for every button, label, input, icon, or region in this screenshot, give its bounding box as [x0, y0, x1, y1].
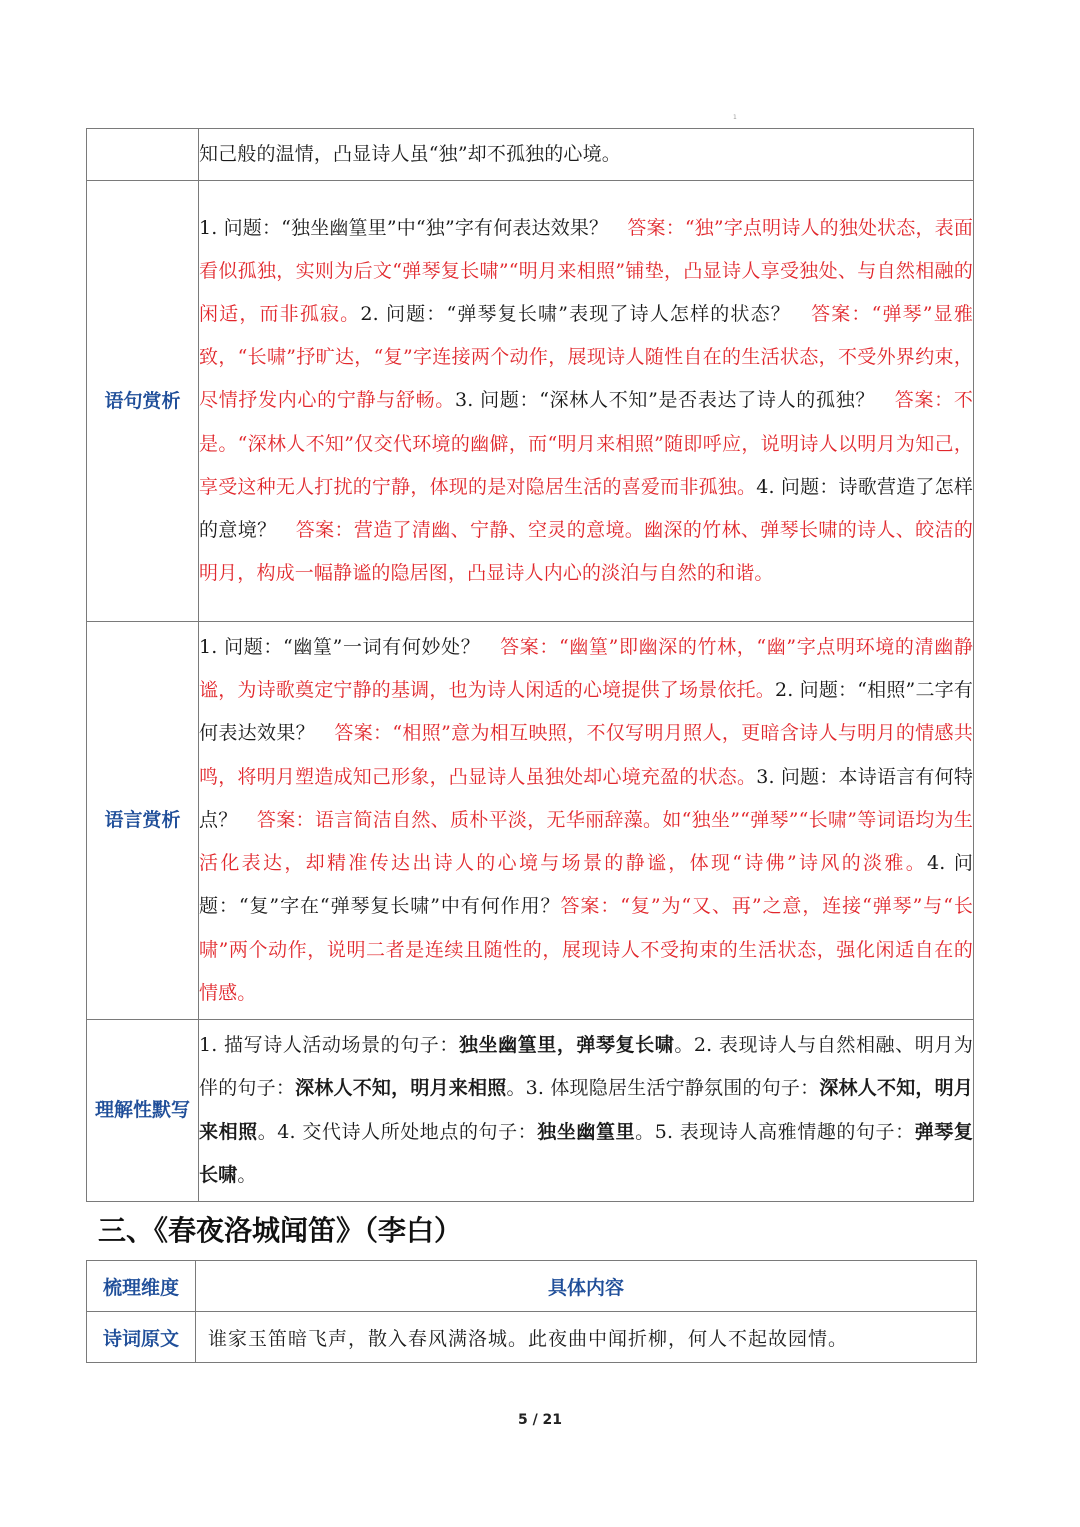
- section-title: 三、《春夜洛城闻笛》（李白）: [98, 1214, 463, 1247]
- answer-text: 答案：“复”为“又、再”之意，连接“弹琴”与“长啸”两个动作，说明二者是连续且随性的，展现诗人不受拘束的生活状态，强化闲适自在的情感。: [199, 895, 973, 1004]
- table-row: [87, 1312, 977, 1363]
- row-label: [87, 129, 199, 181]
- question-text: 。3. 体现隐居生活宁静氛围的句子：: [506, 1077, 820, 1100]
- row-label: 理解性默写: [87, 1020, 199, 1202]
- row-content: [199, 1020, 974, 1202]
- row-label: 语句赏析: [87, 181, 199, 622]
- poem-table: [86, 1260, 977, 1363]
- question-text: 4. 问题：诗歌营造了怎样的意境？: [199, 475, 973, 541]
- row-content: [199, 181, 974, 622]
- row-label: 诗词原文: [87, 1312, 196, 1363]
- question-text: 1. 描写诗人活动场景的句子：: [199, 1034, 459, 1057]
- question-text: 。4. 交代诗人所处地点的句子：: [257, 1120, 538, 1143]
- question-text: 2. 问题：“弹琴复长啸”表现了诗人怎样的状态？: [360, 302, 812, 325]
- question-text: 1. 问题：“幽篁”一词有何妙处？: [199, 636, 501, 659]
- question-text: 2. 问题：“相照”二字有何表达效果？: [199, 679, 973, 745]
- answer-text: 答案：“独”字点明诗人的独处状态，表面看似孤独，实则为后文“弹琴复长啸”“明月来相照”铺垫，凸显诗人享受独处、与自然相融的闲适，而非孤寂。: [199, 216, 973, 325]
- question-text: 3. 问题：本诗语言有何特点？: [199, 765, 973, 831]
- answer-text: 答案：“幽篁”即幽深的竹林，“幽”字点明环境的清幽静谧，为诗歌奠定宁静的基调，也为诗人闲适的心境提供了场景依托。: [199, 636, 973, 702]
- table-row: [87, 1020, 974, 1202]
- question-text: 。5. 表现诗人高雅情趣的句子：: [635, 1120, 915, 1143]
- question-text: 。2. 表现诗人与自然相融、明月为伴的句子：: [199, 1034, 974, 1100]
- analysis-table: [86, 128, 974, 1202]
- answer-text: 答案：“弹琴”显雅致，“长啸”抒旷达，“复”字连接两个动作，展现诗人随性自在的生活状态，不受外界约束，尽情抒发内心的宁静与舒畅。: [199, 302, 973, 412]
- question-text: 3. 问题：“深林人不知”是否表达了诗人的孤独？: [454, 389, 895, 412]
- header-content: 具体内容: [196, 1261, 977, 1312]
- table-row: [87, 181, 974, 622]
- answer-text: 答案：不是。“深林人不知”仅交代环境的幽僻，而“明月来相照”随即呼应，说明诗人以明月为知己，享受这种无人打扰的宁静，体现的是对隐居生活的喜爱而非孤独。: [199, 389, 973, 498]
- recitation-answer: 深林人不知，明月来相照: [199, 1077, 973, 1143]
- answer-text: 答案：语言简洁自然、质朴平淡，无华丽辞藻。如“独坐”“弹琴”“长啸”等词语均为生活化表达，却精准传达出诗人的心境与场景的静谧，体现“诗佛”诗风的淡雅。: [199, 808, 973, 875]
- row-content: [199, 622, 974, 1020]
- recitation-answer: 独坐幽篁里: [537, 1120, 636, 1143]
- row-label: 语言赏析: [87, 622, 199, 1020]
- recitation-answer: 独坐幽篁里，弹琴复长啸: [458, 1034, 675, 1057]
- table-row: [87, 129, 974, 181]
- row-content: [199, 129, 974, 181]
- page-mark: 1: [733, 114, 737, 121]
- question-text: 4. 问题：“复”字在“弹琴复长啸”中有何作用？: [199, 852, 973, 918]
- header-dimension: 梳理维度: [87, 1261, 196, 1312]
- recitation-answer: 弹琴复长啸: [199, 1120, 973, 1186]
- question-text: 。: [237, 1163, 257, 1186]
- table-row: [87, 622, 974, 1020]
- answer-text: 答案：“相照”意为相互映照，不仅写明月照人，更暗含诗人与明月的情感共鸣，将明月塑造成知己形象，凸显诗人虽独处却心境充盈的状态。: [199, 722, 973, 788]
- recitation-answer: 深林人不知，明月来相照: [295, 1077, 507, 1100]
- answer-text: 答案：营造了清幽、宁静、空灵的意境。幽深的竹林、弹琴长啸的诗人、皎洁的明月，构成一幅静谧的隐居图，凸显诗人内心的淡泊与自然的和谐。: [199, 519, 973, 585]
- question-text: 知己般的温情，凸显诗人虽“独”却不孤独的心境。: [199, 142, 621, 165]
- table-header-row: [87, 1261, 977, 1312]
- question-text: 1. 问题：“独坐幽篁里”中“独”字有何表达效果？: [199, 216, 628, 239]
- poem-text: 谁家玉笛暗飞声，散入春风满洛城。此夜曲中闻折柳，何人不起故园情。: [196, 1312, 977, 1363]
- page-number: 5 / 21: [517, 1412, 563, 1428]
